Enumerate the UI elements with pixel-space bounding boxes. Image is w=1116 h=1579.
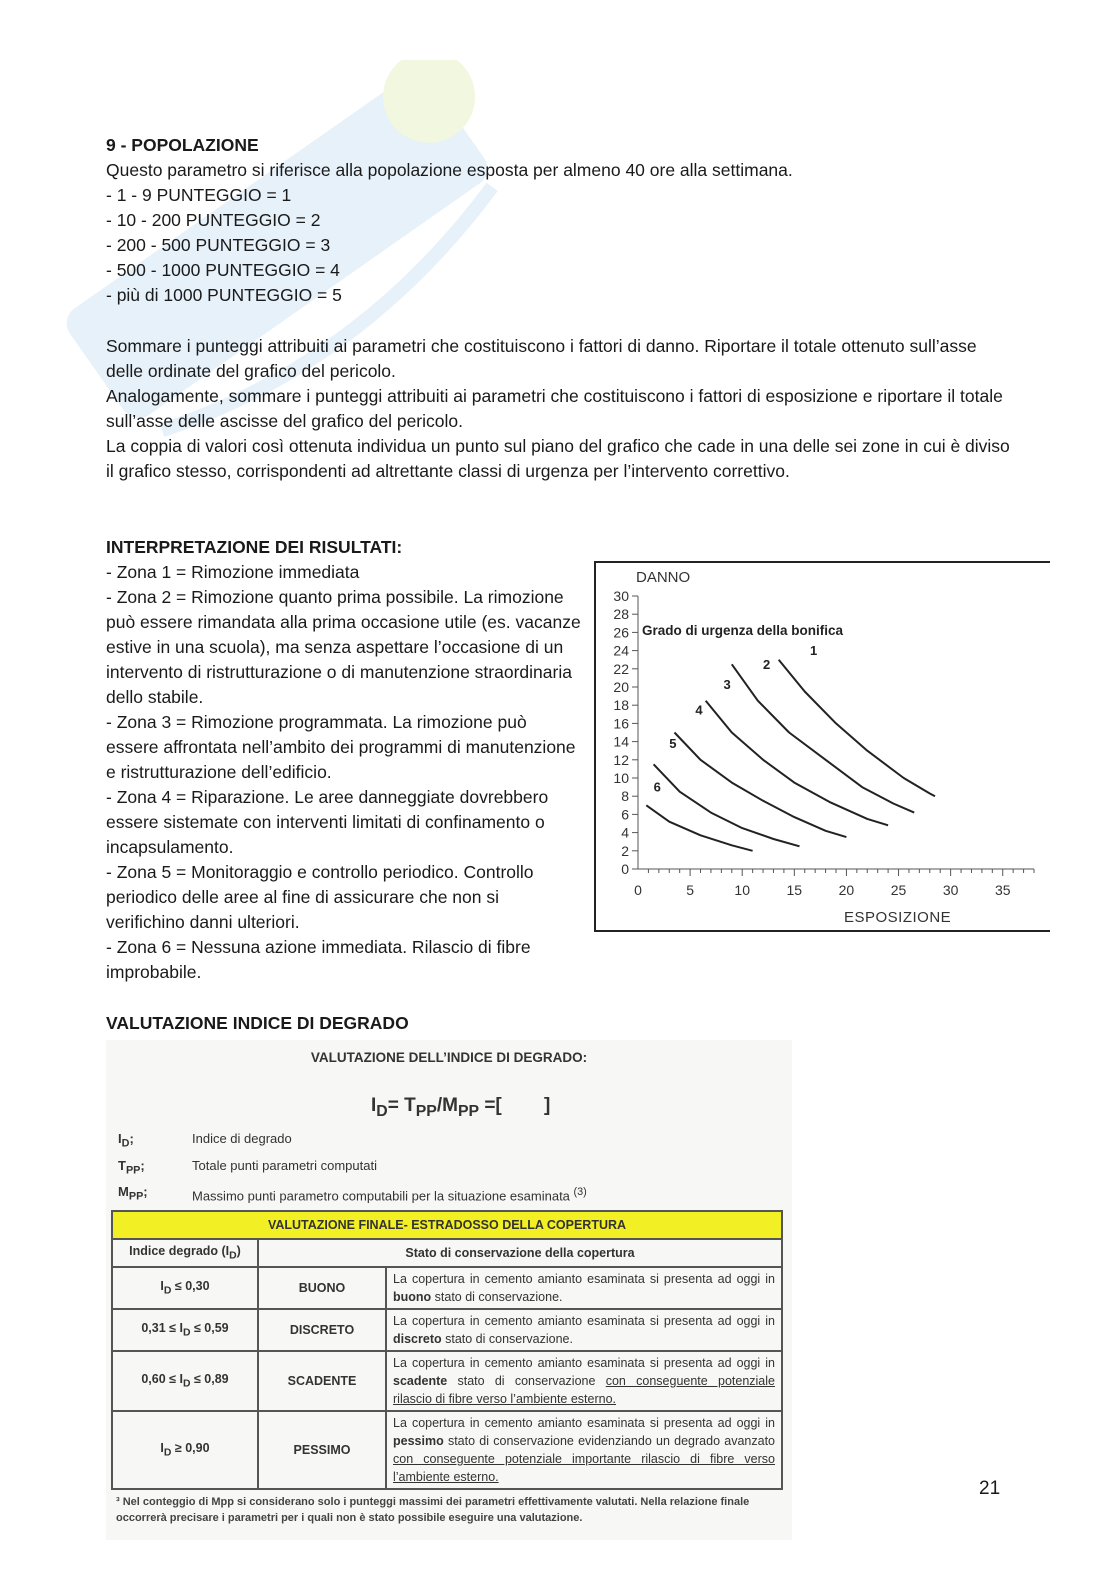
zone-label-6: 6 <box>653 779 661 795</box>
section-title: INTERPRETAZIONE DEI RISULTATI: <box>106 537 403 557</box>
y-tick-label: 30 <box>613 588 629 604</box>
list-item: - Zona 4 = Riparazione. Le aree danneggiate dovrebbero essere sistemate con interventi limitati di confinamento o incapsulamento. <box>106 787 549 857</box>
degradation-formula: $I_D= T_{PP}/M_{PP}$ =[ ] <box>371 1095 551 1120</box>
y-tick-label: 22 <box>613 660 629 677</box>
zone-curve-5 <box>654 764 800 846</box>
zone-label-4: 4 <box>695 702 703 718</box>
paragraph: Analogamente, sommare i punteggi attribuiti ai parametri che costituiscono i fattori di esposizione e riportare il totale sull’asse delle ascisse del grafico del pericolo. <box>106 386 1003 431</box>
instructions-paragraphs <box>106 334 1016 484</box>
section-popolazione <box>106 133 1006 308</box>
x-tick-label: 35 <box>994 882 1011 898</box>
scan-title: VALUTAZIONE DELL’INDICE DI DEGRADO: <box>310 1050 588 1065</box>
y-tick-label: 28 <box>613 606 629 623</box>
evaluation-table <box>111 1210 783 1490</box>
table-row: $I_D \le 0,30$ BUONO La copertura in cemento amianto esaminata si presenta ad oggi in buono stato di conservazione. <box>112 1267 782 1309</box>
y-tick-label: 8 <box>621 788 629 805</box>
y-tick-label: 4 <box>621 824 629 841</box>
definition-row: $M_{PP}$; Massimo punti parametro computabili per la situazione esaminata $^{(3)}$ <box>118 1184 587 1204</box>
list-item: - Zona 3 = Rimozione programmata. La rimozione può essere affrontata nell’ambito dei programmi di manutenzione e ristrutturazione dell’edificio. <box>106 712 576 782</box>
zone-label-2: 2 <box>763 656 771 672</box>
x-tick-label: 5 <box>686 882 695 898</box>
col-header-state: Stato di conservazione della copertura <box>258 1239 782 1267</box>
section-intro: Questo parametro si riferisce alla popolazione esposta per almeno 40 ore alla settimana. <box>106 160 793 180</box>
y-tick-label: 12 <box>613 751 629 768</box>
y-tick-label: 14 <box>613 733 629 750</box>
zone-label-3: 3 <box>723 676 731 692</box>
zone-curve-1 <box>779 660 935 797</box>
x-tick-label: 20 <box>838 882 855 898</box>
x-tick-label: 25 <box>890 882 907 898</box>
x-tick-label: 10 <box>734 882 750 898</box>
x-axis-label: ESPOSIZIONE <box>844 909 952 926</box>
list-item: - 500 - 1000 PUNTEGGIO = 4 <box>106 260 340 280</box>
list-item: - Zona 2 = Rimozione quanto prima possibile. La rimozione può essere rimandata alla prima occasione utile (es. vacanze estive in una scuola), ma senza aspettare l’occasione di un intervento di ristrutturazione o di manutenzione straordinaria dello stabile. <box>106 587 581 707</box>
table-row: $0,60 \le I_D \le 0,89$ SCADENTE La copertura in cemento amianto esaminata si presenta ad oggi in scadente stato di conservazione con conseguente potenziale rilascio di fibre verso l’ambiente esterno. <box>112 1351 782 1411</box>
y-tick-label: 16 <box>613 715 629 732</box>
zone-curve-3 <box>706 701 888 826</box>
list-item: - Zona 1 = Rimozione immediata <box>106 562 360 582</box>
definitions-list <box>118 1128 587 1208</box>
y-tick-label: 20 <box>613 679 629 695</box>
paragraph: La coppia di valori così ottenuta individua un punto sul piano del grafico che cade in una delle sei zone in cui è diviso il grafico stesso, corrispondenti ad altrettante classi di urgenza per l’intervento correttivo. <box>106 436 1010 481</box>
list-item: - Zona 5 = Monitoraggio e controllo periodico. Controllo periodico delle aree al fine di assicurare che non si verifichino danni ulteriori. <box>106 862 534 932</box>
y-tick-label: 10 <box>613 770 629 786</box>
table-title: VALUTAZIONE FINALE- ESTRADOSSO DELLA COPERTURA <box>112 1211 782 1239</box>
hazard-chart <box>594 561 1050 932</box>
zone-curve-4 <box>675 733 847 838</box>
page-number: 21 <box>979 1478 1001 1499</box>
y-tick-label: 24 <box>613 642 629 659</box>
y-tick-label: 0 <box>621 861 629 877</box>
x-tick-label: 30 <box>942 882 959 898</box>
list-item: - 1 - 9 PUNTEGGIO = 1 <box>106 185 292 205</box>
chart-canvas <box>596 563 1050 930</box>
paragraph: Sommare i punteggi attribuiti ai parametri che costituiscono i fattori di danno. Riportare il totale ottenuto sull’asse delle ordinate del grafico del pericolo. <box>106 336 977 381</box>
degradation-index-scan <box>106 1040 792 1540</box>
x-tick-label: 0 <box>634 882 642 898</box>
y-tick-label: 2 <box>621 842 629 859</box>
list-item: - più di 1000 PUNTEGGIO = 5 <box>106 285 342 305</box>
list-item: - 200 - 500 PUNTEGGIO = 3 <box>106 235 331 255</box>
section-title: VALUTAZIONE INDICE DI DEGRADO <box>106 1013 409 1033</box>
section-title: 9 - POPOLAZIONE <box>106 135 259 155</box>
zone-curve-6 <box>646 805 752 851</box>
list-item: - Zona 6 = Nessuna azione immediata. Rilascio di fibre improbabile. <box>106 937 531 982</box>
x-tick-label: 15 <box>786 882 803 898</box>
zone-label-1: 1 <box>809 643 818 659</box>
definition-row: $T_{PP}$; Totale punti parametri computati <box>118 1157 377 1177</box>
col-header-index: Indice degrado $(I_D)$ <box>112 1239 258 1267</box>
interpretation-section <box>106 535 582 985</box>
zone-label-5: 5 <box>669 735 677 751</box>
table-row: $I_D \ge 0,90$ PESSIMO La copertura in cemento amianto esaminata si presenta ad oggi in pessimo stato di conservazione evidenziando un degrado avanzato con conseguente potenziale importante rilascio di fibre verso l’ambiente esterno. <box>112 1411 782 1489</box>
y-tick-label: 26 <box>613 624 629 641</box>
footnote: ³ Nel conteggio di Mpp si considerano solo i punteggi massimi dei parametri effettivamente valutati. Nella relazione finale occorrerà precisare i parametri per i quali non è stato possibile eseguire una valutazione. <box>116 1496 750 1524</box>
chart-title: Grado di urgenza della bonifica <box>642 623 844 638</box>
zone-curve-2 <box>732 664 914 812</box>
y-tick-label: 18 <box>613 697 629 714</box>
y-axis-label: DANNO <box>636 569 691 586</box>
table-row: $0,31 \le I_D \le 0,59$ DISCRETO La copertura in cemento amianto esaminata si presenta ad oggi in discreto stato di conservazione. <box>112 1309 782 1351</box>
y-tick-label: 6 <box>621 806 629 823</box>
list-item: - 10 - 200 PUNTEGGIO = 2 <box>106 210 321 230</box>
definition-row: $I_D$; Indice di degrado <box>118 1131 292 1150</box>
